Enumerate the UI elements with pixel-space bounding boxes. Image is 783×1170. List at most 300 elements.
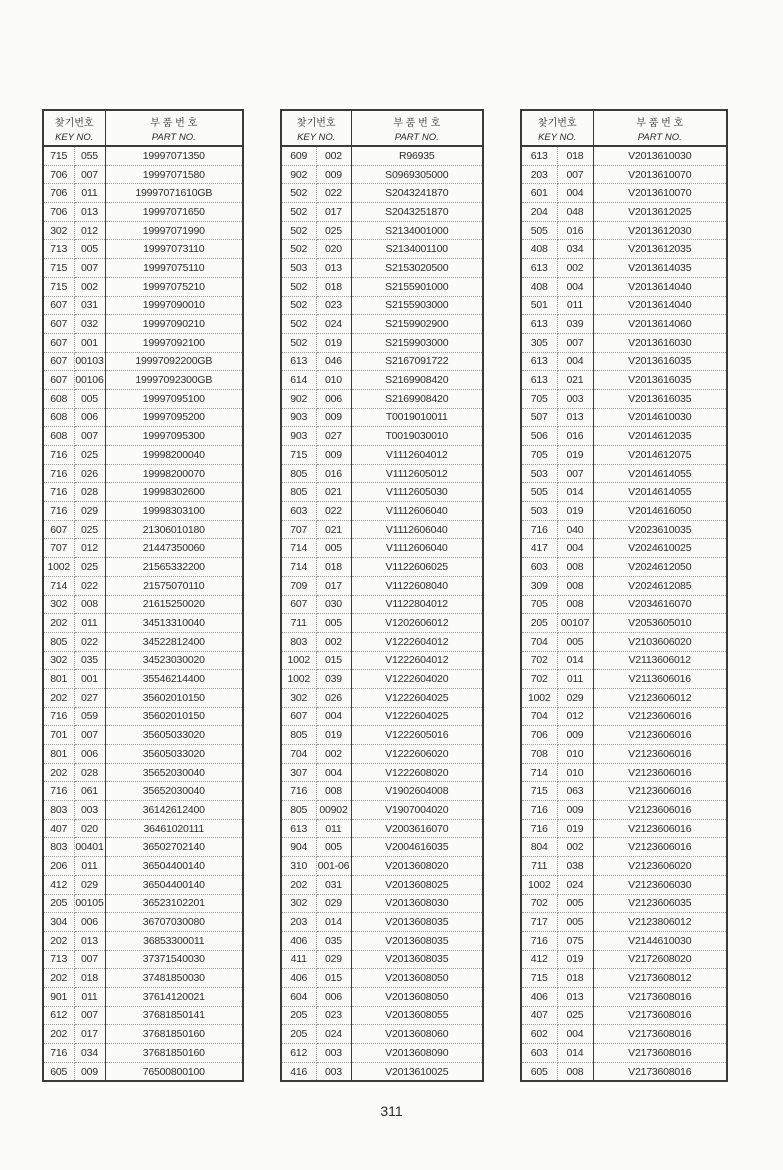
part-number-cell: V2123606020 <box>593 857 727 876</box>
key-group-cell: 717 <box>521 913 557 932</box>
key-group-cell: 310 <box>281 857 316 876</box>
key-header-en: KEY NO. <box>281 130 351 146</box>
table-row <box>281 576 483 595</box>
key-item-cell: 004 <box>557 277 593 296</box>
part-number-cell: V2013614040 <box>593 277 727 296</box>
part-number-cell: V1122804012 <box>351 595 483 614</box>
key-group-cell: 505 <box>521 221 557 240</box>
table-row <box>281 875 483 894</box>
key-item-cell: 013 <box>74 203 105 222</box>
part-number-cell: 36504400140 <box>105 857 243 876</box>
table-row <box>281 745 483 764</box>
table-row <box>281 259 483 278</box>
table-row <box>43 296 243 315</box>
key-group-cell: 714 <box>521 763 557 782</box>
key-group-cell: 604 <box>281 987 316 1006</box>
part-number-cell: V2173608012 <box>593 969 727 988</box>
key-group-cell: 603 <box>521 558 557 577</box>
key-group-cell: 503 <box>281 259 316 278</box>
table-row <box>521 632 727 651</box>
key-item-cell: 00106 <box>74 371 105 390</box>
key-group-cell: 305 <box>521 333 557 352</box>
key-item-cell: 008 <box>557 558 593 577</box>
key-group-cell: 805 <box>281 483 316 502</box>
key-item-cell: 029 <box>557 688 593 707</box>
key-group-cell: 711 <box>281 614 316 633</box>
key-item-cell: 003 <box>74 801 105 820</box>
table-row <box>281 1025 483 1044</box>
key-group-cell: 708 <box>521 745 557 764</box>
key-item-cell: 004 <box>557 539 593 558</box>
table-row <box>521 801 727 820</box>
key-item-cell: 011 <box>74 987 105 1006</box>
part-number-cell: R96935 <box>351 146 483 165</box>
table-row <box>521 726 727 745</box>
part-number-cell: 19997095300 <box>105 427 243 446</box>
table-row <box>43 763 243 782</box>
part-number-cell: V1202606012 <box>351 614 483 633</box>
key-group-cell: 715 <box>43 259 74 278</box>
part-number-cell: V2103606020 <box>593 632 727 651</box>
part-number-cell: 19998302600 <box>105 483 243 502</box>
part-number-cell: V2003616070 <box>351 819 483 838</box>
key-item-cell: 002 <box>557 838 593 857</box>
part-number-cell: 37681850160 <box>105 1025 243 1044</box>
key-group-cell: 716 <box>43 1044 74 1063</box>
key-item-cell: 017 <box>316 576 351 595</box>
part-number-cell: V2173608016 <box>593 987 727 1006</box>
key-group-cell: 202 <box>43 614 74 633</box>
key-group-cell: 612 <box>43 1006 74 1025</box>
part-number-cell: V2013608090 <box>351 1044 483 1063</box>
table-row <box>281 520 483 539</box>
key-group-cell: 202 <box>43 931 74 950</box>
key-group-cell: 803 <box>43 801 74 820</box>
key-item-cell: 00107 <box>557 614 593 633</box>
key-item-cell: 016 <box>557 427 593 446</box>
part-number-cell: S2159902900 <box>351 315 483 334</box>
key-item-cell: 012 <box>74 221 105 240</box>
key-item-cell: 025 <box>557 1006 593 1025</box>
key-header-kr: 찾기번호 <box>281 110 351 130</box>
key-group-cell: 412 <box>43 875 74 894</box>
key-item-cell: 005 <box>74 389 105 408</box>
key-item-cell: 015 <box>316 969 351 988</box>
key-group-cell: 715 <box>43 277 74 296</box>
key-item-cell: 008 <box>557 595 593 614</box>
part-number-cell: V1222606020 <box>351 745 483 764</box>
key-item-cell: 011 <box>557 296 593 315</box>
part-number-cell: 36461020111 <box>105 819 243 838</box>
part-number-cell: S2167091722 <box>351 352 483 371</box>
table-row <box>43 165 243 184</box>
key-item-cell: 035 <box>74 651 105 670</box>
part-number-cell: V2123606016 <box>593 707 727 726</box>
table-row <box>281 782 483 801</box>
key-group-cell: 608 <box>43 389 74 408</box>
part-number-cell: 19997095100 <box>105 389 243 408</box>
part-number-cell: 19997073110 <box>105 240 243 259</box>
key-group-cell: 801 <box>43 670 74 689</box>
part-number-cell: V1222608020 <box>351 763 483 782</box>
table-row <box>281 651 483 670</box>
part-number-cell: 37481850030 <box>105 969 243 988</box>
part-number-cell: V2013610070 <box>593 165 727 184</box>
table-row <box>43 726 243 745</box>
table-row <box>281 483 483 502</box>
key-group-cell: 803 <box>281 632 316 651</box>
table-row <box>521 707 727 726</box>
key-group-cell: 716 <box>281 782 316 801</box>
key-item-cell: 025 <box>316 221 351 240</box>
key-item-cell: 039 <box>557 315 593 334</box>
key-group-cell: 307 <box>281 763 316 782</box>
key-item-cell: 008 <box>74 595 105 614</box>
key-item-cell: 075 <box>557 931 593 950</box>
key-group-cell: 206 <box>43 857 74 876</box>
table-row <box>281 632 483 651</box>
key-group-cell: 502 <box>281 315 316 334</box>
key-group-cell: 607 <box>43 296 74 315</box>
key-item-cell: 019 <box>557 819 593 838</box>
key-item-cell: 034 <box>74 1044 105 1063</box>
key-group-cell: 408 <box>521 240 557 259</box>
part-number-cell: V2024610025 <box>593 539 727 558</box>
table-row <box>43 221 243 240</box>
key-item-cell: 011 <box>74 184 105 203</box>
part-number-cell: 35602010150 <box>105 707 243 726</box>
table-row <box>521 520 727 539</box>
table-row <box>43 987 243 1006</box>
part-number-cell: V2013608050 <box>351 987 483 1006</box>
table-row <box>43 184 243 203</box>
key-item-cell: 008 <box>557 1062 593 1081</box>
key-item-cell: 029 <box>74 502 105 521</box>
key-group-cell: 502 <box>281 333 316 352</box>
key-group-cell: 607 <box>43 520 74 539</box>
key-group-cell: 715 <box>281 446 316 465</box>
table-row <box>521 296 727 315</box>
table-row <box>43 1062 243 1081</box>
key-item-cell: 022 <box>316 502 351 521</box>
table-row <box>43 950 243 969</box>
part-number-cell: V2013608035 <box>351 950 483 969</box>
key-item-cell: 027 <box>74 688 105 707</box>
key-group-cell: 701 <box>43 726 74 745</box>
key-item-cell: 002 <box>316 632 351 651</box>
key-group-cell: 704 <box>281 745 316 764</box>
part-number-cell: S2169908420 <box>351 371 483 390</box>
key-group-cell: 705 <box>521 446 557 465</box>
table-row <box>281 1044 483 1063</box>
table-row <box>521 277 727 296</box>
table-row <box>43 913 243 932</box>
key-item-cell: 014 <box>557 483 593 502</box>
table-row <box>281 371 483 390</box>
key-item-cell: 028 <box>74 483 105 502</box>
part-number-cell: V2113606012 <box>593 651 727 670</box>
table-row <box>521 913 727 932</box>
key-item-cell: 007 <box>74 165 105 184</box>
part-number-cell: V1112606040 <box>351 502 483 521</box>
table-row <box>43 819 243 838</box>
key-item-cell: 016 <box>316 464 351 483</box>
key-group-cell: 502 <box>281 221 316 240</box>
key-group-cell: 607 <box>43 333 74 352</box>
table-row <box>43 315 243 334</box>
part-number-cell: V1112606040 <box>351 520 483 539</box>
table-row <box>281 333 483 352</box>
key-item-cell: 009 <box>316 165 351 184</box>
key-group-cell: 502 <box>281 203 316 222</box>
part-number-cell: 19997095200 <box>105 408 243 427</box>
table-row <box>521 670 727 689</box>
part-number-cell: 21565332200 <box>105 558 243 577</box>
table-row <box>43 1044 243 1063</box>
table-row <box>521 763 727 782</box>
key-group-cell: 205 <box>281 1025 316 1044</box>
key-group-cell: 607 <box>281 707 316 726</box>
key-item-cell: 010 <box>557 763 593 782</box>
key-group-cell: 716 <box>43 446 74 465</box>
key-item-cell: 027 <box>316 427 351 446</box>
table-row <box>281 707 483 726</box>
table-row <box>521 931 727 950</box>
part-number-cell: V1222604025 <box>351 707 483 726</box>
part-number-cell: V1222604020 <box>351 670 483 689</box>
key-group-cell: 202 <box>43 763 74 782</box>
table-row <box>43 520 243 539</box>
table-row <box>43 801 243 820</box>
key-group-cell: 716 <box>43 483 74 502</box>
table-row <box>281 670 483 689</box>
part-number-cell: V2123606030 <box>593 875 727 894</box>
key-group-cell: 507 <box>521 408 557 427</box>
table-body <box>521 146 727 1081</box>
key-group-cell: 716 <box>43 502 74 521</box>
key-group-cell: 805 <box>281 464 316 483</box>
table-row <box>281 1062 483 1081</box>
part-number-cell: 34522812400 <box>105 632 243 651</box>
key-group-cell: 408 <box>521 277 557 296</box>
table-row <box>521 782 727 801</box>
key-group-cell: 805 <box>281 726 316 745</box>
part-number-cell: V1222604012 <box>351 651 483 670</box>
part-number-cell: V2013608025 <box>351 875 483 894</box>
key-group-cell: 505 <box>521 483 557 502</box>
table-row <box>521 651 727 670</box>
table-row <box>521 857 727 876</box>
part-number-cell: 21306010180 <box>105 520 243 539</box>
table-row <box>43 1006 243 1025</box>
table-row <box>521 595 727 614</box>
table-row <box>521 969 727 988</box>
key-group-cell: 716 <box>521 931 557 950</box>
key-group-cell: 1002 <box>521 688 557 707</box>
part-number-cell: 35652030040 <box>105 763 243 782</box>
part-number-cell: V2014616050 <box>593 502 727 521</box>
key-item-cell: 017 <box>316 203 351 222</box>
part-number-cell: 37681850160 <box>105 1044 243 1063</box>
table-row <box>281 763 483 782</box>
part-number-cell: S2043251870 <box>351 203 483 222</box>
key-item-cell: 009 <box>557 801 593 820</box>
key-group-cell: 613 <box>521 315 557 334</box>
key-group-cell: 202 <box>43 688 74 707</box>
part-number-cell: V2123606016 <box>593 838 727 857</box>
table-row <box>521 259 727 278</box>
key-item-cell: 020 <box>316 240 351 259</box>
key-item-cell: 005 <box>316 539 351 558</box>
key-group-cell: 502 <box>281 184 316 203</box>
key-item-cell: 005 <box>557 894 593 913</box>
part-number-cell: V2013614035 <box>593 259 727 278</box>
key-group-cell: 714 <box>281 558 316 577</box>
key-item-cell: 018 <box>316 558 351 577</box>
part-number-cell: T0019010011 <box>351 408 483 427</box>
table-row <box>281 950 483 969</box>
part-number-cell: 19997092200GB <box>105 352 243 371</box>
part-number-cell: 19997090210 <box>105 315 243 334</box>
key-group-cell: 714 <box>281 539 316 558</box>
key-group-cell: 902 <box>281 389 316 408</box>
key-item-cell: 007 <box>74 1006 105 1025</box>
key-group-cell: 716 <box>43 464 74 483</box>
table-row <box>43 688 243 707</box>
part-number-cell: V1222604012 <box>351 632 483 651</box>
table-row <box>281 203 483 222</box>
key-group-cell: 1002 <box>281 670 316 689</box>
key-item-cell: 013 <box>74 931 105 950</box>
table-row <box>281 184 483 203</box>
key-group-cell: 309 <box>521 576 557 595</box>
key-item-cell: 004 <box>557 352 593 371</box>
part-number-cell: V2173608016 <box>593 1006 727 1025</box>
key-item-cell: 030 <box>316 595 351 614</box>
key-group-cell: 302 <box>43 651 74 670</box>
key-group-cell: 302 <box>43 595 74 614</box>
key-item-cell: 005 <box>74 240 105 259</box>
part-number-cell: 19997075210 <box>105 277 243 296</box>
key-item-cell: 007 <box>557 464 593 483</box>
key-group-cell: 706 <box>521 726 557 745</box>
part-number-cell: V1222605016 <box>351 726 483 745</box>
table-row <box>281 913 483 932</box>
part-number-cell: 35605033020 <box>105 745 243 764</box>
key-group-cell: 204 <box>521 203 557 222</box>
table-row <box>43 408 243 427</box>
table-row <box>281 558 483 577</box>
part-number-cell: 76500800100 <box>142 1065 205 1078</box>
table-row <box>521 315 727 334</box>
key-item-cell: 019 <box>316 333 351 352</box>
key-item-cell: 059 <box>74 707 105 726</box>
key-group-cell: 709 <box>281 576 316 595</box>
key-group-cell: 302 <box>43 221 74 240</box>
key-item-cell: 011 <box>74 614 105 633</box>
part-number-cell: 37681850141 <box>105 1006 243 1025</box>
key-item-cell: 063 <box>557 782 593 801</box>
key-group-cell: 715 <box>521 969 557 988</box>
part-number-cell: 35602010150 <box>105 688 243 707</box>
key-item-cell: 006 <box>74 913 105 932</box>
key-item-cell: 005 <box>557 913 593 932</box>
part-number-cell: S2134001100 <box>351 240 483 259</box>
part-number-cell: V2172608020 <box>593 950 727 969</box>
key-group-cell: 506 <box>521 427 557 446</box>
table-row <box>43 464 243 483</box>
part-header-kr: 부 품 번 호 <box>636 118 684 129</box>
table-row <box>281 931 483 950</box>
key-group-cell: 614 <box>281 371 316 390</box>
part-number-cell: S2169908420 <box>351 389 483 408</box>
key-item-cell: 011 <box>557 670 593 689</box>
part-number-cell: V2144610030 <box>593 931 727 950</box>
key-item-cell: 002 <box>316 745 351 764</box>
key-item-cell: 007 <box>74 259 105 278</box>
key-group-cell: 607 <box>281 595 316 614</box>
part-number-cell: 37371540030 <box>105 950 243 969</box>
table-row <box>43 389 243 408</box>
key-item-cell: 021 <box>316 520 351 539</box>
key-item-cell: 061 <box>74 782 105 801</box>
part-number-cell: 36502702140 <box>105 838 243 857</box>
table-row <box>281 464 483 483</box>
table-row <box>521 427 727 446</box>
key-group-cell: 613 <box>521 259 557 278</box>
key-item-cell: 00401 <box>74 838 105 857</box>
key-item-cell: 002 <box>557 259 593 278</box>
key-item-cell: 018 <box>74 969 105 988</box>
key-group-cell: 202 <box>43 969 74 988</box>
part-number-cell: 19997071350 <box>105 146 243 165</box>
part-number-cell: V2123606016 <box>593 801 727 820</box>
key-item-cell: 002 <box>74 277 105 296</box>
table-row <box>43 427 243 446</box>
part-number-cell: 19997071580 <box>105 165 243 184</box>
key-item-cell: 00902 <box>316 801 351 820</box>
table-row <box>521 987 727 1006</box>
table-row <box>43 707 243 726</box>
table-row <box>43 1025 243 1044</box>
table-row <box>281 315 483 334</box>
part-number-cell: 19998303100 <box>105 502 243 521</box>
key-item-cell: 024 <box>557 875 593 894</box>
part-number-cell: V2013612030 <box>593 221 727 240</box>
table-row <box>521 240 727 259</box>
table-row <box>43 969 243 988</box>
table-row <box>521 1006 727 1025</box>
table-row <box>521 203 727 222</box>
part-number-cell: 19997071610GB <box>105 184 243 203</box>
key-group-cell: 205 <box>43 894 74 913</box>
key-group-cell: 602 <box>521 1025 557 1044</box>
key-group-cell: 412 <box>521 950 557 969</box>
table-row <box>281 801 483 820</box>
key-group-cell: 803 <box>43 838 74 857</box>
key-item-cell: 011 <box>74 857 105 876</box>
part-number-cell: V2034616070 <box>593 595 727 614</box>
table-row <box>521 352 727 371</box>
key-group-cell: 202 <box>281 875 316 894</box>
table-row <box>281 352 483 371</box>
part-number-cell: V1222604025 <box>351 688 483 707</box>
part-number-cell: V2013616030 <box>593 333 727 352</box>
part-number-cell: V1112605012 <box>351 464 483 483</box>
key-item-cell: 025 <box>74 446 105 465</box>
table-row <box>43 259 243 278</box>
key-item-cell: 005 <box>316 614 351 633</box>
